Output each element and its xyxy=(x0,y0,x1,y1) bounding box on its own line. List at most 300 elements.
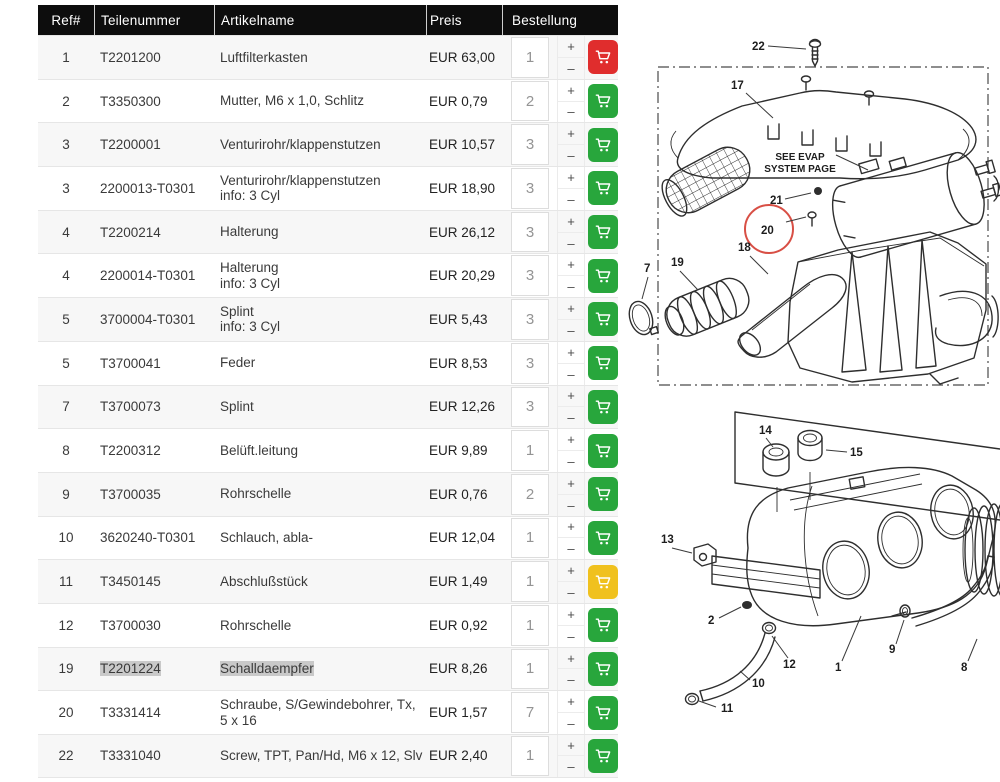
article-name: Abschlußstück xyxy=(220,573,308,589)
quantity-box xyxy=(511,605,549,646)
table-row xyxy=(38,253,618,297)
quantity-input[interactable] xyxy=(512,606,548,645)
part-number: T2201200 xyxy=(100,49,161,65)
cell-article-name xyxy=(214,36,426,79)
increment-button[interactable]: + xyxy=(558,298,584,320)
cell-order xyxy=(502,735,618,777)
table-row xyxy=(38,79,618,123)
article-info: info: 3 Cyl xyxy=(220,319,281,335)
cell-part-number xyxy=(94,648,214,691)
table-row xyxy=(38,428,618,472)
increment-button[interactable]: + xyxy=(558,123,584,145)
cell-part-number xyxy=(94,604,214,647)
cart-icon xyxy=(593,659,613,679)
cell-article-name xyxy=(214,211,426,254)
decrement-button[interactable]: – xyxy=(567,585,575,601)
cell-ref: 12 xyxy=(58,617,74,633)
cell-part-number xyxy=(94,342,214,385)
decrement-button[interactable]: – xyxy=(567,279,575,295)
table-row xyxy=(38,734,618,778)
cell-article-name xyxy=(214,735,426,777)
header-teilenummer: Teilenummer xyxy=(94,5,214,35)
cell-price: EUR 0,79 xyxy=(429,93,488,109)
decrement-button[interactable]: – xyxy=(567,716,575,732)
cell-part-number xyxy=(94,473,214,516)
cell-article-name xyxy=(214,254,426,297)
cell-price: EUR 26,12 xyxy=(429,224,496,240)
quantity-box xyxy=(511,387,549,428)
cell-part-number xyxy=(94,254,214,297)
cell-part-number xyxy=(94,167,214,210)
callout-1: 1 xyxy=(835,662,842,674)
cell-part-number xyxy=(94,691,214,734)
cell-ref: 19 xyxy=(58,661,74,677)
drain-tube-10 xyxy=(700,633,775,701)
cell-price: EUR 8,26 xyxy=(429,661,488,677)
parts-table xyxy=(38,5,618,778)
cart-icon xyxy=(593,441,613,461)
quantity-box xyxy=(511,255,549,296)
add-to-cart-button[interactable] xyxy=(588,608,618,642)
cell-article-name xyxy=(214,560,426,603)
air-box-body xyxy=(747,467,995,625)
quantity-box xyxy=(511,37,549,78)
part-number: T3350300 xyxy=(100,93,161,109)
article-name: Belüft.leitung xyxy=(220,442,299,458)
bracket-13 xyxy=(694,544,716,566)
cell-part-number xyxy=(94,36,214,79)
quantity-input[interactable] xyxy=(512,431,548,470)
cell-article-name xyxy=(214,691,426,734)
callout-11: 11 xyxy=(721,703,734,715)
article-name: Rohrschelle xyxy=(220,486,292,502)
cell-ref: 5 xyxy=(62,355,70,371)
quantity-stepper xyxy=(557,735,585,777)
quantity-box xyxy=(511,168,549,209)
cell-article-name xyxy=(214,604,426,647)
cell-ref: 8 xyxy=(62,443,70,459)
grommet-2 xyxy=(742,601,752,609)
cell-price: EUR 63,00 xyxy=(429,49,496,65)
increment-button[interactable]: + xyxy=(558,80,584,102)
add-to-cart-button[interactable] xyxy=(588,259,618,293)
decrement-button[interactable]: – xyxy=(567,191,575,207)
cell-article-name xyxy=(214,80,426,123)
cell-part-number xyxy=(94,429,214,472)
article-info: info: 3 Cyl xyxy=(220,275,281,291)
bushing-14 xyxy=(763,444,789,476)
cell-price: EUR 2,40 xyxy=(429,748,488,764)
cell-ref: 9 xyxy=(62,486,70,502)
table-row xyxy=(38,472,618,516)
quantity-box xyxy=(511,124,549,165)
quantity-input[interactable] xyxy=(512,519,548,558)
cell-ref: 3 xyxy=(62,137,70,153)
part-number: 3620240-T0301 xyxy=(100,530,196,546)
cart-icon xyxy=(593,309,613,329)
cell-ref: 3 xyxy=(62,180,70,196)
bushing-15 xyxy=(798,431,822,461)
table-row xyxy=(38,385,618,429)
parts-table-body xyxy=(38,35,618,778)
article-name: Schlauch, abla- xyxy=(220,530,314,546)
decrement-button[interactable]: – xyxy=(567,410,575,426)
part-number: T3450145 xyxy=(100,574,161,590)
screw-21 xyxy=(814,187,822,195)
cart-icon xyxy=(593,397,613,417)
table-row xyxy=(38,516,618,560)
decrement-button[interactable]: – xyxy=(567,366,575,382)
increment-button[interactable]: + xyxy=(558,735,584,756)
cell-article-name xyxy=(214,386,426,429)
quantity-input[interactable] xyxy=(512,125,548,164)
cell-order xyxy=(502,648,618,691)
quantity-input[interactable] xyxy=(512,300,548,339)
quantity-input[interactable] xyxy=(512,169,548,208)
callout-17: 17 xyxy=(731,80,744,92)
increment-button[interactable]: + xyxy=(558,604,584,626)
article-name: Venturirohr/klappenstutzen xyxy=(220,136,381,152)
callout-20: 20 xyxy=(761,225,774,237)
cell-price: EUR 8,53 xyxy=(429,355,488,371)
cart-icon xyxy=(593,703,613,723)
add-to-cart-button[interactable] xyxy=(588,390,618,424)
decrement-button[interactable]: – xyxy=(567,628,575,644)
add-to-cart-button[interactable] xyxy=(588,565,618,599)
cell-order xyxy=(502,167,618,210)
quantity-input[interactable] xyxy=(512,737,548,775)
cell-ref: 4 xyxy=(62,268,70,284)
callout-7: 7 xyxy=(644,263,651,275)
cell-ref: 5 xyxy=(62,311,70,327)
decrement-button[interactable]: – xyxy=(567,453,575,469)
cell-price: EUR 0,92 xyxy=(429,617,488,633)
cart-icon xyxy=(593,135,613,155)
callout-22: 22 xyxy=(752,41,765,53)
quantity-stepper xyxy=(557,254,585,297)
quantity-box xyxy=(511,299,549,340)
cell-order xyxy=(502,560,618,603)
decrement-button[interactable]: – xyxy=(567,104,575,120)
quantity-box xyxy=(511,81,549,122)
add-to-cart-button[interactable] xyxy=(588,84,618,118)
cell-price: EUR 10,57 xyxy=(429,137,496,153)
cart-icon xyxy=(593,222,613,242)
quantity-box xyxy=(511,430,549,471)
article-name: Luftfilterkasten xyxy=(220,49,308,65)
cart-icon xyxy=(593,528,613,548)
cell-ref: 11 xyxy=(58,574,73,590)
cell-article-name xyxy=(214,473,426,516)
cell-order xyxy=(502,473,618,516)
clamp-11 xyxy=(686,694,699,705)
cell-price: EUR 18,90 xyxy=(429,180,496,196)
part-number: T3331414 xyxy=(100,705,161,721)
table-row xyxy=(38,603,618,647)
article-name: Screw, TPT, Pan/Hd, M6 x 12, Slv xyxy=(220,748,423,764)
callout-10: 10 xyxy=(752,678,765,690)
quantity-input[interactable] xyxy=(512,693,548,732)
add-to-cart-button[interactable] xyxy=(588,477,618,511)
table-row xyxy=(38,297,618,341)
decrement-button[interactable]: – xyxy=(567,759,575,775)
part-number: T2201224 xyxy=(100,661,161,677)
callout-15: 15 xyxy=(850,447,863,459)
clamp-12 xyxy=(763,623,776,634)
table-row xyxy=(38,122,618,166)
cell-order xyxy=(502,36,618,79)
cell-price: EUR 12,26 xyxy=(429,399,496,415)
cell-order xyxy=(502,298,618,341)
screw-22 xyxy=(810,40,821,67)
quantity-stepper xyxy=(557,211,585,254)
table-row xyxy=(38,341,618,385)
quantity-stepper xyxy=(557,342,585,385)
filter-element xyxy=(656,140,757,222)
add-to-cart-button[interactable] xyxy=(588,40,618,74)
cell-ref: 22 xyxy=(58,748,74,764)
cell-article-name xyxy=(214,298,426,341)
part-number: T3700035 xyxy=(100,486,161,502)
quantity-stepper xyxy=(557,691,585,734)
quantity-box xyxy=(511,212,549,253)
cell-article-name xyxy=(214,123,426,166)
callout-21: 21 xyxy=(770,195,783,207)
quantity-input[interactable] xyxy=(512,650,548,689)
cell-ref: 10 xyxy=(58,530,74,546)
cell-order xyxy=(502,123,618,166)
add-to-cart-button[interactable] xyxy=(588,215,618,249)
quantity-stepper xyxy=(557,386,585,429)
quantity-stepper xyxy=(557,36,585,79)
quantity-box xyxy=(511,518,549,559)
callout-8: 8 xyxy=(961,662,968,674)
cell-article-name xyxy=(214,517,426,560)
table-row xyxy=(38,559,618,603)
increment-button[interactable]: + xyxy=(558,36,584,58)
part-number: T3700041 xyxy=(100,355,161,371)
increment-button[interactable]: + xyxy=(558,691,584,713)
callout-9: 9 xyxy=(889,644,896,656)
corrugated-hose-19 xyxy=(660,273,755,342)
quantity-input[interactable] xyxy=(512,256,548,295)
quantity-box xyxy=(511,474,549,515)
cart-icon xyxy=(593,746,613,766)
quantity-stepper xyxy=(557,560,585,603)
cell-ref: 4 xyxy=(62,224,70,240)
quantity-stepper xyxy=(557,167,585,210)
quantity-stepper xyxy=(557,517,585,560)
quantity-box xyxy=(511,343,549,384)
decrement-button[interactable]: – xyxy=(567,235,575,251)
article-info: info: 3 Cyl xyxy=(220,188,281,204)
cell-article-name xyxy=(214,342,426,385)
mounting-panel xyxy=(735,412,1000,520)
cell-price: EUR 5,43 xyxy=(429,311,488,327)
table-row xyxy=(38,166,618,210)
evap-note-line1: SEE EVAP xyxy=(775,152,825,163)
quantity-box xyxy=(511,649,549,690)
cell-part-number xyxy=(94,386,214,429)
cell-price: EUR 0,76 xyxy=(429,486,488,502)
add-to-cart-button[interactable] xyxy=(588,652,618,686)
quantity-stepper xyxy=(557,123,585,166)
cell-part-number xyxy=(94,560,214,603)
cell-price: EUR 1,49 xyxy=(429,574,488,590)
article-name: Splint xyxy=(220,399,254,415)
decrement-button[interactable]: – xyxy=(567,148,575,164)
cell-order xyxy=(502,604,618,647)
increment-button[interactable]: + xyxy=(558,560,584,582)
quantity-box xyxy=(511,692,549,733)
callout-2: 2 xyxy=(708,615,715,627)
table-row xyxy=(38,690,618,734)
quantity-box xyxy=(511,561,549,602)
header-ref: Ref# xyxy=(51,12,81,28)
increment-button[interactable]: + xyxy=(558,211,584,233)
header-artikelname: Artikelname xyxy=(214,5,426,35)
callout-14: 14 xyxy=(759,425,772,437)
add-to-cart-button[interactable] xyxy=(588,346,618,380)
quantity-stepper xyxy=(557,473,585,516)
screw-20 xyxy=(808,212,816,226)
evap-note-line2: SYSTEM PAGE xyxy=(764,164,836,175)
add-to-cart-button[interactable] xyxy=(588,171,618,205)
quantity-input[interactable] xyxy=(512,82,548,121)
table-row xyxy=(38,35,618,79)
quantity-box xyxy=(511,736,549,776)
cart-icon xyxy=(593,572,613,592)
part-number: T2200001 xyxy=(100,137,161,153)
add-to-cart-button[interactable] xyxy=(588,739,618,773)
increment-button[interactable]: + xyxy=(558,648,584,670)
part-number: T2200214 xyxy=(100,224,161,240)
cart-icon xyxy=(593,615,613,635)
cell-ref: 20 xyxy=(58,705,74,721)
cell-ref: 2 xyxy=(62,93,70,109)
part-number: 2200014-T0301 xyxy=(100,268,196,284)
cell-part-number xyxy=(94,298,214,341)
article-name: Mutter, M6 x 1,0, Schlitz xyxy=(220,93,365,109)
quantity-input[interactable] xyxy=(512,475,548,514)
quantity-input[interactable] xyxy=(512,388,548,427)
article-name: Splint xyxy=(220,303,254,319)
add-to-cart-button[interactable] xyxy=(588,128,618,162)
article-name: Venturirohr/klappenstutzen xyxy=(220,172,381,188)
slotted-vent xyxy=(712,556,820,598)
callout-19: 19 xyxy=(671,257,684,269)
cell-part-number xyxy=(94,123,214,166)
quantity-stepper xyxy=(557,648,585,691)
air-box-lower-half xyxy=(788,232,992,384)
article-name: Halterung xyxy=(220,224,279,240)
add-to-cart-button[interactable] xyxy=(588,434,618,468)
cell-part-number xyxy=(94,517,214,560)
callout-12: 12 xyxy=(783,659,796,671)
cell-order xyxy=(502,211,618,254)
quantity-stepper xyxy=(557,604,585,647)
cell-article-name xyxy=(214,429,426,472)
cell-price: EUR 1,57 xyxy=(429,705,488,721)
cell-order xyxy=(502,342,618,385)
cell-article-name xyxy=(214,648,426,691)
part-number: 3700004-T0301 xyxy=(100,311,196,327)
header-bestellung: Bestellung xyxy=(502,5,618,35)
decrement-button[interactable]: – xyxy=(567,672,575,688)
table-row xyxy=(38,210,618,254)
cell-article-name xyxy=(214,167,426,210)
cell-part-number xyxy=(94,735,214,777)
cell-price: EUR 20,29 xyxy=(429,268,496,284)
part-number: T3331040 xyxy=(100,748,161,764)
table-row xyxy=(38,647,618,691)
cart-icon xyxy=(593,47,613,67)
article-name: Rohrschelle xyxy=(220,617,292,633)
increment-button[interactable]: + xyxy=(558,517,584,539)
quantity-input[interactable] xyxy=(512,344,548,383)
article-name: Feder xyxy=(220,355,256,371)
part-number: T3700073 xyxy=(100,399,161,415)
cart-icon xyxy=(593,91,613,111)
cell-ref: 7 xyxy=(62,399,70,415)
cart-icon xyxy=(593,178,613,198)
article-name: Schalldaempfer xyxy=(220,661,314,677)
increment-button[interactable]: + xyxy=(558,429,584,451)
article-name: Halterung xyxy=(220,260,279,276)
cell-part-number xyxy=(94,80,214,123)
part-number: T2200312 xyxy=(100,443,161,459)
decrement-button[interactable]: – xyxy=(567,60,575,76)
increment-button[interactable]: + xyxy=(558,254,584,276)
cart-icon xyxy=(593,353,613,373)
add-to-cart-button[interactable] xyxy=(588,521,618,555)
cell-part-number xyxy=(94,211,214,254)
quantity-stepper xyxy=(557,298,585,341)
increment-button[interactable]: + xyxy=(558,473,584,495)
add-to-cart-button[interactable] xyxy=(588,302,618,336)
decrement-button[interactable]: – xyxy=(567,322,575,338)
cell-order xyxy=(502,691,618,734)
cell-order xyxy=(502,429,618,472)
increment-button[interactable]: + xyxy=(558,167,584,189)
cart-icon xyxy=(593,484,613,504)
quantity-input[interactable] xyxy=(512,38,548,77)
add-to-cart-button[interactable] xyxy=(588,696,618,730)
quantity-input[interactable] xyxy=(512,562,548,601)
cell-price: EUR 9,89 xyxy=(429,443,488,459)
callout-13: 13 xyxy=(661,534,674,546)
hose-clamp-7 xyxy=(625,298,658,339)
increment-button[interactable]: + xyxy=(558,386,584,408)
callout-18: 18 xyxy=(738,242,751,254)
quantity-stepper xyxy=(557,429,585,472)
quantity-stepper xyxy=(557,80,585,123)
increment-button[interactable]: + xyxy=(558,342,584,364)
cell-order xyxy=(502,386,618,429)
cell-ref: 1 xyxy=(62,49,70,65)
cell-price: EUR 12,04 xyxy=(429,530,496,546)
article-name: Schraube, S/Gewindebohrer, Tx, 5 x 16 xyxy=(220,697,416,728)
evap-boundary-box xyxy=(658,67,988,385)
quantity-input[interactable] xyxy=(512,213,548,252)
decrement-button[interactable]: – xyxy=(567,541,575,557)
cell-order xyxy=(502,517,618,560)
cart-icon xyxy=(593,266,613,286)
decrement-button[interactable]: – xyxy=(567,497,575,513)
cell-order xyxy=(502,254,618,297)
part-number: 2200013-T0301 xyxy=(100,180,196,196)
header-preis: Preis xyxy=(426,5,502,35)
